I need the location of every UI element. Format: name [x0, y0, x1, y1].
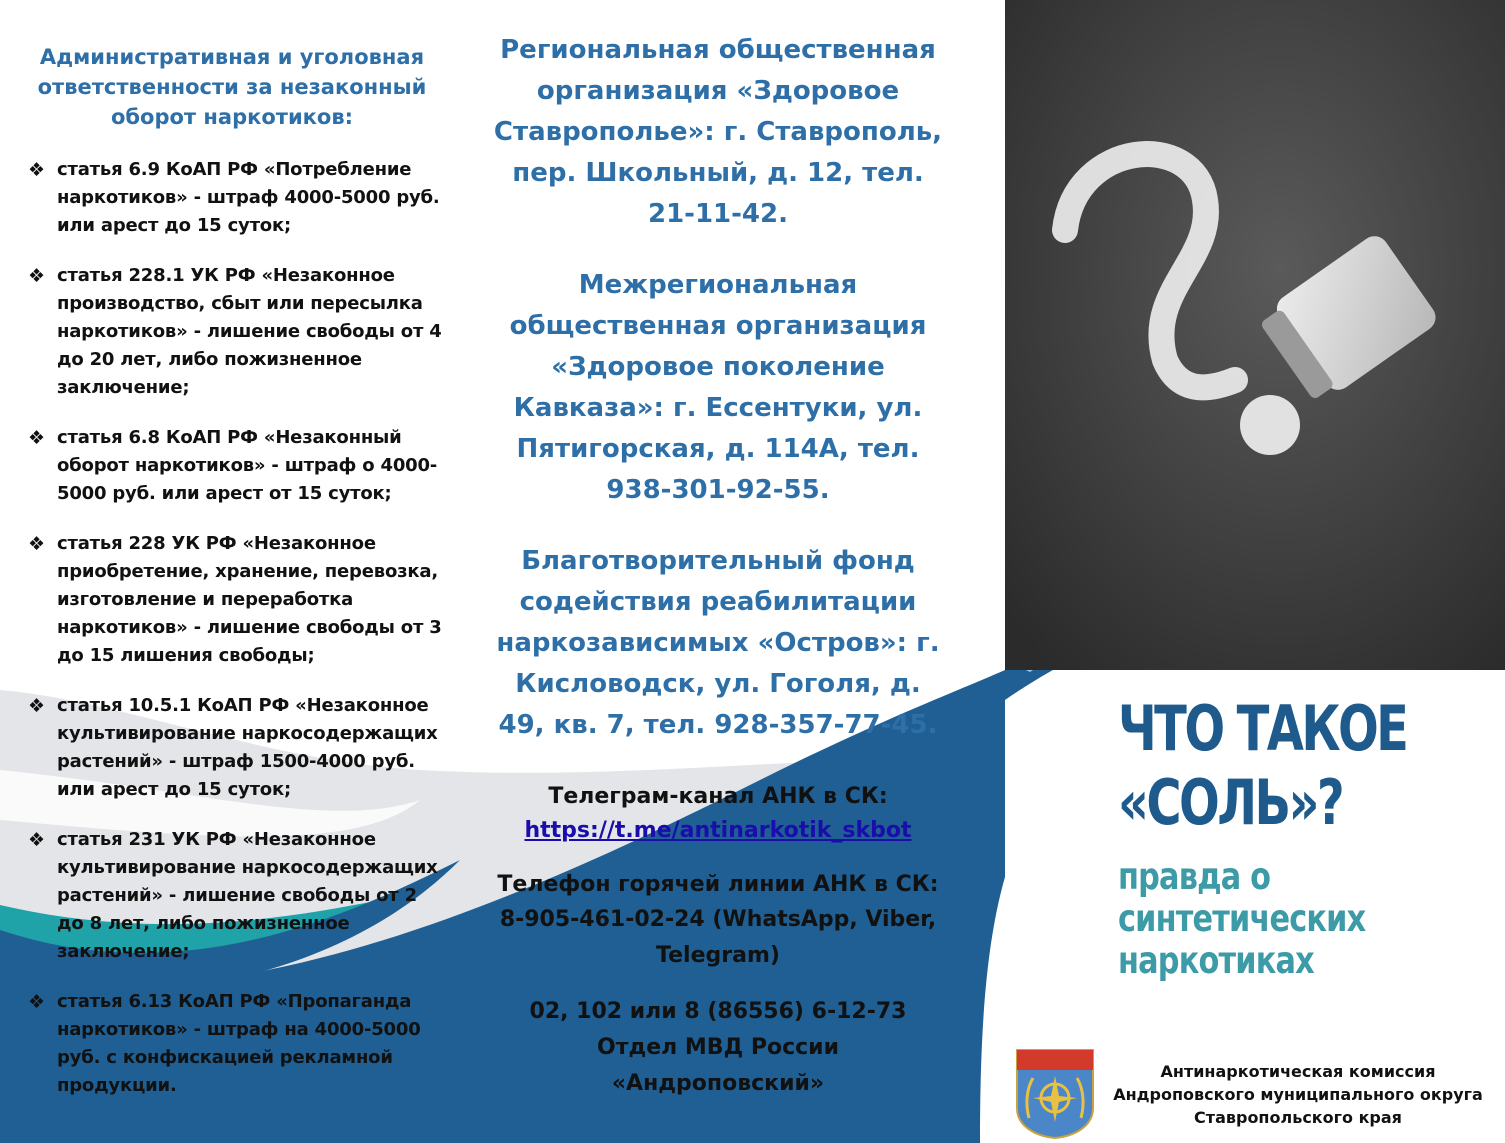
diamond-bullet-icon: ❖ [28, 695, 46, 717]
diamond-bullet-icon: ❖ [28, 991, 46, 1013]
police-block [490, 994, 946, 1102]
law-item [28, 988, 448, 1100]
law-item-text: статья 228.1 УК РФ «Незаконное производство, сбыт или пересылка наркотиков» - лишение свободы от 4 до 20 лет, либо пожизненное заключение; [57, 265, 442, 398]
salt-question-mark-image [1005, 0, 1505, 670]
commission-footer [1108, 1060, 1488, 1129]
hotline-label: Телефон горячей линии АНК в СК: [497, 872, 939, 897]
law-item-text: статья 6.9 КоАП РФ «Потребление наркотиков» - штраф 4000-5000 руб. или арест до 15 суток; [57, 159, 440, 236]
law-item-text: статья 10.5.1 КоАП РФ «Незаконное культивирование наркосодержащих растений» - штраф 1500-4000 руб. или арест до 15 суток; [57, 695, 438, 800]
organization-zdorovoe-stavropolye: Региональная общественная организация «Здоровое Ставрополье»: г. Ставрополь, пер. Школьный, д. 12, тел. 21-11-42. [493, 35, 943, 229]
commission-line: Антинаркотическая комиссия [1160, 1062, 1436, 1081]
police-department-name: «Андроповский» [611, 1071, 825, 1096]
cover-title-block [1118, 692, 1505, 982]
police-phones: 02, 102 или 8 (86556) 6-12-73 [529, 999, 907, 1024]
cover-title-line2: «СОЛЬ»? [1118, 766, 1343, 839]
law-item [28, 692, 448, 804]
legal-section-title: Административная и уголовная ответственности за незаконный оборот наркотиков: [37, 45, 427, 129]
law-item [28, 530, 448, 670]
help-organizations-section [490, 30, 946, 1102]
law-item-text: статья 231 УК РФ «Незаконное культивирование наркосодержащих растений» - лишение свободы от 2 до 8 лет, либо пожизненное заключение; [57, 829, 438, 962]
legal-responsibility-section [28, 42, 448, 1122]
diamond-bullet-icon: ❖ [28, 829, 46, 851]
commission-line: Андроповского муниципального округа [1113, 1085, 1483, 1104]
law-item [28, 156, 448, 240]
law-item [28, 424, 448, 508]
diamond-bullet-icon: ❖ [28, 427, 46, 449]
telegram-label: Телеграм-канал АНК в СК: [548, 784, 888, 809]
law-item [28, 262, 448, 402]
coat-of-arms-emblem [1015, 1048, 1095, 1140]
law-list [28, 156, 448, 1100]
hotline-block [490, 868, 946, 974]
law-item-text: статья 6.8 КоАП РФ «Незаконный оборот наркотиков» - штраф о 4000-5000 руб. или арест от 15 суток; [57, 427, 438, 504]
telegram-link[interactable]: https://t.me/antinarkotik_skbot [524, 818, 912, 843]
law-item [28, 826, 448, 966]
organization-zdorovoe-pokolenie-kavkaza: Межрегиональная общественная организация «Здоровое поколение Кавказа»: г. Ессентуки, ул. Пятигорская, д. 114А, тел. 938-301-92-55. [509, 270, 927, 505]
law-item-text: статья 228 УК РФ «Незаконное приобретение, хранение, перевозка, изготовление и переработка наркотиков» - лишение свободы от 3 до 15 лишения свободы; [57, 533, 442, 666]
police-department: Отдел МВД России [597, 1035, 839, 1060]
diamond-bullet-icon: ❖ [28, 265, 46, 287]
organization-ostrov-fund: Благотворительный фонд содействия реабилитации наркозависимых «Остров»: г. Кисловодск, ул. Гоголя, д. 49, кв. 7, тел. 928-357-77-45. [496, 546, 940, 740]
cover-title-line1: ЧТО ТАКОЕ [1118, 692, 1407, 765]
law-item-text: статья 6.13 КоАП РФ «Пропаганда наркотиков» - штраф на 4000-5000 руб. с конфискацией рекламной продукции. [57, 991, 421, 1096]
telegram-block [490, 780, 946, 848]
hotline-number: 8-905-461-02-24 (WhatsApp, Viber, Telegram) [499, 907, 937, 968]
diamond-bullet-icon: ❖ [28, 159, 46, 181]
commission-line: Ставропольского края [1194, 1108, 1402, 1127]
diamond-bullet-icon: ❖ [28, 533, 46, 555]
cover-subtitle: правда о синтетических наркотиках [1118, 855, 1366, 982]
